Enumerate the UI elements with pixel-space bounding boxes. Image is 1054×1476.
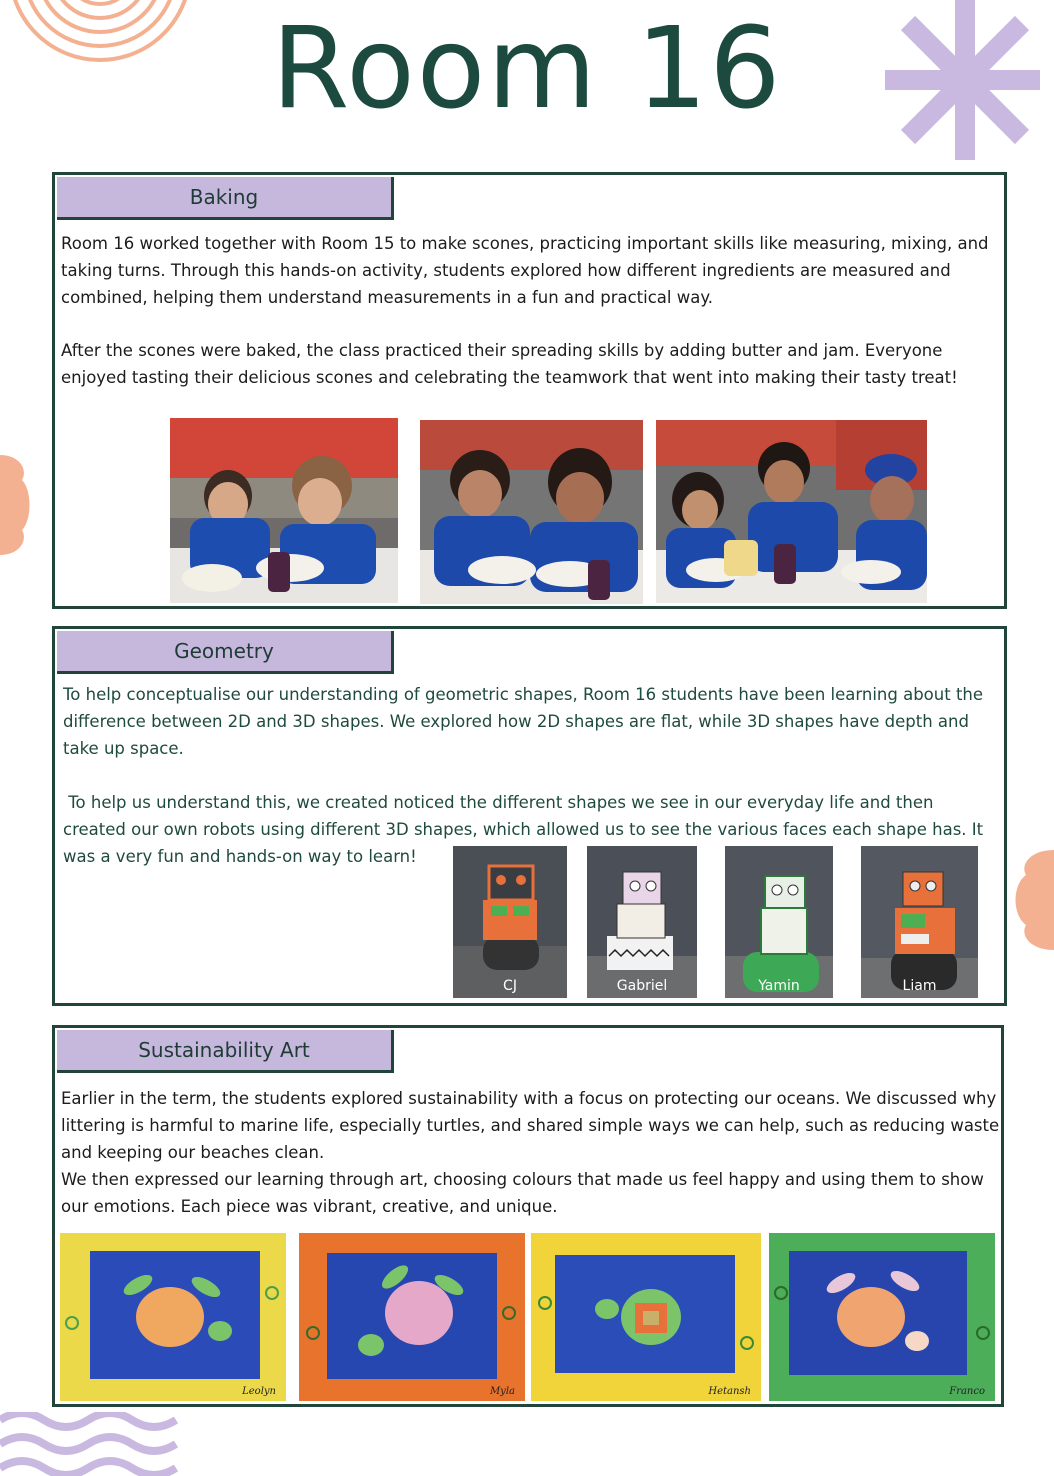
- baking-paragraph-2: After the scones were baked, the class practiced their spreading skills by adding butter and jam. Everyone enjoyed tasting their delicious scones and celebrating the teamwork that went into making their tasty treat!: [61, 341, 958, 387]
- robot-photo-liam: [861, 846, 978, 998]
- geometry-heading: Geometry: [57, 631, 394, 674]
- art-paragraph-2: We then expressed our learning through art, choosing colours that made us feel happy and using them to show our emotions. Each piece was vibrant, creative, and unique.: [61, 1170, 984, 1216]
- geometry-section: [52, 626, 1007, 1006]
- geometry-paragraph-1: To help conceptualise our understanding of geometric shapes, Room 16 students have been learning about the difference between 2D and 3D shapes. We explored how 2D shapes are flat, while 3D shapes have depth and take up space.: [63, 685, 984, 758]
- baking-photo-1: [170, 418, 398, 603]
- baking-photo-3: [656, 420, 927, 603]
- turtle-art-leolyn: [60, 1233, 286, 1401]
- robot-photo-gabriel: [587, 846, 697, 998]
- robot-caption-liam: Liam: [902, 978, 937, 994]
- art-paragraph-1: Earlier in the term, the students explored sustainability with a focus on protecting our oceans. We discussed why littering is harmful to marine life, especially turtles, and shared simple ways we can help, such as reducing waste and keeping our beaches clean.: [61, 1089, 1000, 1162]
- baking-heading: Baking: [57, 177, 394, 220]
- robot-caption-cj: CJ: [503, 978, 517, 994]
- robot-caption-yamin: Yamin: [758, 978, 800, 994]
- turtle-art-franco: [769, 1233, 995, 1401]
- sustainability-art-heading: Sustainability Art: [57, 1030, 394, 1073]
- baking-photo-2: [420, 420, 643, 604]
- page-title: Room 16: [271, 4, 783, 134]
- turtle-art-myla: [299, 1233, 525, 1401]
- scalloped-shape-left-decoration: [0, 455, 30, 555]
- artist-name-myla: Myla: [489, 1386, 515, 1397]
- sustainability-art-section: [52, 1025, 1004, 1407]
- artist-name-franco: Franco: [949, 1386, 985, 1397]
- baking-section: [52, 172, 1007, 609]
- scalloped-shape-right-decoration: [1008, 850, 1054, 950]
- baking-paragraph-1: Room 16 worked together with Room 15 to make scones, practicing important skills like measuring, mixing, and taking turns. Through this hands-on activity, students explored how different ingredients are measured and combined, helping them understand measurements in a fun and practical way.: [61, 234, 989, 307]
- robot-photo-cj: [453, 846, 567, 998]
- robot-photo-yamin: [725, 846, 833, 998]
- robot-caption-gabriel: Gabriel: [616, 978, 668, 994]
- turtle-art-hetansh: [531, 1233, 761, 1401]
- artist-name-hetansh: Hetansh: [708, 1386, 751, 1397]
- geometry-paragraph-2: To help us understand this, we created noticed the different shapes we see in our everyday life and then created our own robots using different 3D shapes, which allowed us to see the various faces each shape has. It was a very fun and hands-on way to learn!: [63, 793, 984, 866]
- wave-lines-decoration: [0, 1412, 180, 1476]
- artist-name-leolyn: Leolyn: [242, 1386, 276, 1397]
